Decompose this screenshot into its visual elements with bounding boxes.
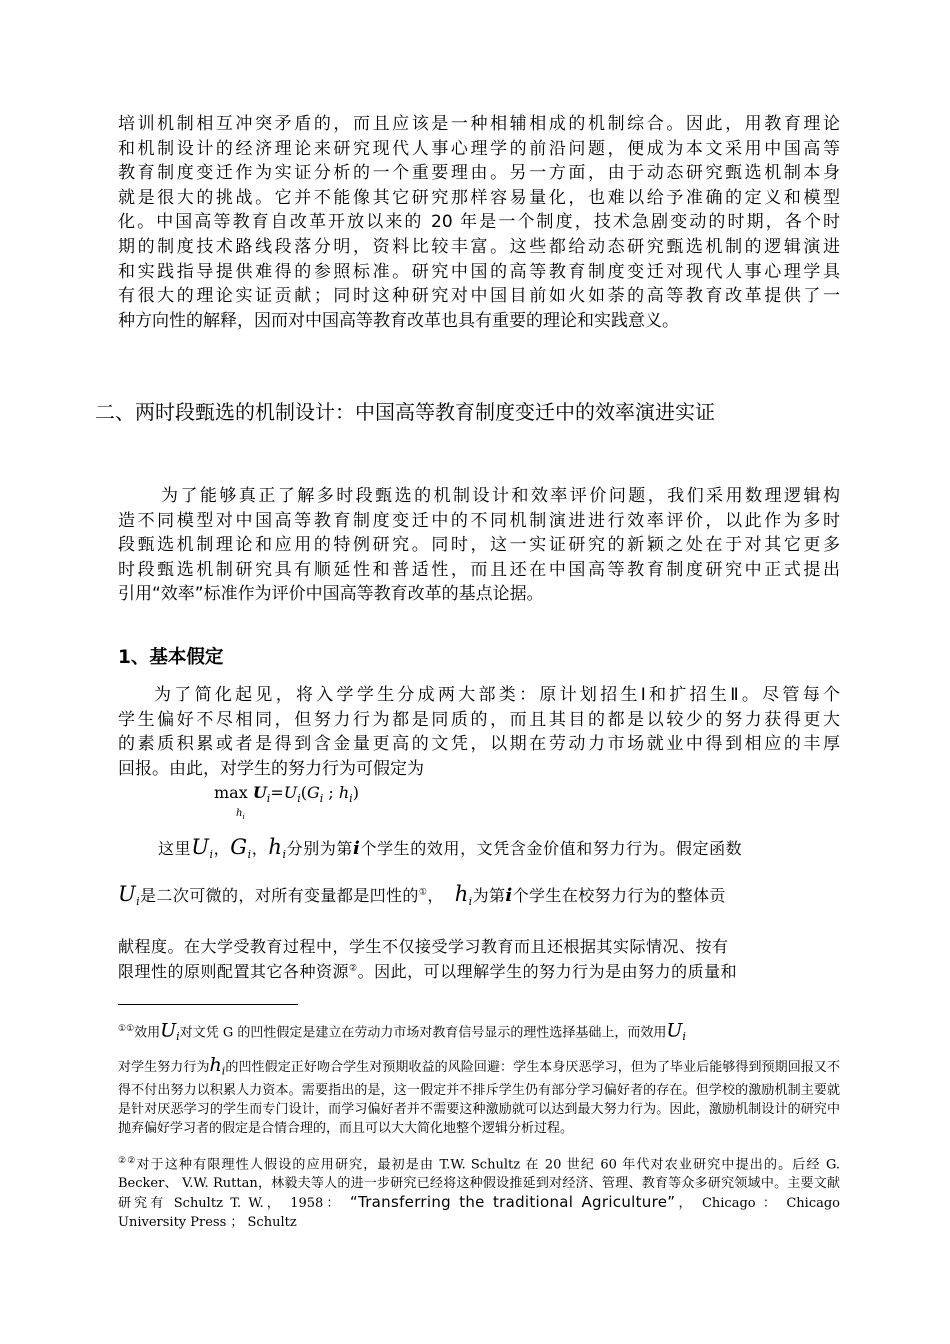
footnote-1-text-b: 对文凭 G 的凹性假定是建立在劳动力市场对教育信号显示的理性选择基础上，而效用: [179, 1025, 667, 1041]
body-line-3: 献程度。在大学受教育过程中，学生不仅接受学习教育而且还根据其实际情况、按有: [118, 937, 729, 956]
var-h-2: h: [454, 882, 469, 906]
footnote-1-text-c: 对学生努力行为: [118, 1060, 210, 1075]
variables-line-2: [118, 882, 840, 908]
var-g-sub: i: [247, 848, 252, 862]
footnote-1-u2-sub: i: [682, 1029, 686, 1043]
footnote-ref-2[interactable]: ②: [349, 963, 358, 974]
footnote-1-h: h: [209, 1054, 222, 1076]
section2-line: 为了能够真正了解多时段甄选的机制设计和效率评价问题，我们采用数理逻辑构: [161, 486, 840, 506]
footnote-1-u2: U: [666, 1019, 683, 1042]
formula-u: U: [252, 783, 267, 802]
section2-line: 造不同模型对中国高等教育制度变迁中的不同机制演进进行效率评价，以此作为多时: [118, 510, 840, 531]
intro-line: 有很大的理论实证贡献；同时这种研究对中国目前如火如荼的高等教育改革提供了一: [118, 286, 840, 307]
body-line-4: [118, 959, 840, 982]
footnote-1-cont: [118, 1056, 840, 1138]
formula-sub-i2: i: [297, 792, 301, 806]
footnote-separator: [118, 1004, 298, 1005]
footnote-1-text-d: 的凹性假定正好吻合学生对预期收益的风险回避：学生本身厌恶学习，但为了毕业后能够得到预期回报又不得不付出努力以积累人力资本。需要指出的是，这一假定并不排斥学生仍有部分学习偏好者的存在。但学校的激励机制主要就是针对厌恶学习的学生而专门设计，而学习偏好者并不需要这种激励就可以达到最大努力行为。因此，激励机制设计的研究中抛弃偏好学习者的假定是合情合理的，而且可以大大简化地整个逻辑分析过程。: [118, 1060, 840, 1136]
line1-text-e: 个学生的效用，文凭含金价值和努力行为。假定函数: [360, 839, 743, 858]
line1-text-a: 这里: [158, 839, 192, 858]
footnote-1-u-sub: i: [176, 1029, 180, 1043]
var-u: U: [191, 835, 210, 859]
intro-line: 化。中国高等教育自改革开放以来的 20 年是一个制度，技术急剧变动的时期，各个时: [118, 212, 840, 233]
intro-line: 和实践指导提供难得的参照标准。研究中国的高等教育制度变迁对现代人事心理学具: [118, 261, 840, 282]
var-u-2: U: [118, 882, 137, 906]
footnote-1-text-a: 效用: [134, 1025, 161, 1041]
assumption-line: 学生偏好不尽相同，但努力行为都是同质的，而且其目的都是以较少的努力获得更大: [118, 709, 840, 730]
intro-line: 和机制设计的经济理论来研究现代人事心理学的前沿问题，便成为本文采用中国高等: [118, 138, 840, 159]
footnote-ref-1[interactable]: ①: [418, 887, 428, 898]
line1-text-d: 分别为第: [286, 839, 354, 858]
var-h: h: [268, 835, 283, 859]
formula-eq: =: [270, 783, 284, 802]
footnote-1: [118, 1018, 840, 1048]
line2-text-b: ，: [427, 886, 444, 905]
assumption-line: 的素质积累或者是得到含金量更高的文凭，以期在劳动力市场就业中得到相应的丰厚: [118, 734, 840, 755]
section2-line: 时段甄选机制研究具有顺延性和普适性，而且还在中国高等教育制度研究中正式提出: [118, 559, 840, 580]
var-i-2: i: [505, 885, 513, 906]
intro-line: 种方向性的解释，因而对中国高等教育改革也具有重要的理论和实践意义。: [118, 310, 679, 331]
line2-text-d: 个学生在校努力行为的整体贡: [512, 886, 726, 905]
var-g: G: [230, 835, 248, 859]
var-u-sub: i: [209, 848, 214, 862]
line4-text-a: 限理性的原则配置其它各种资源: [118, 962, 350, 981]
formula-max: max: [214, 783, 248, 802]
line1-text-c: ，: [251, 839, 269, 858]
subsection-1-heading: 1、基本假定: [118, 647, 224, 668]
formula-h: h: [338, 783, 350, 802]
intro-line: 培训机制相互冲突矛盾的，而且应该是一种相辅相成的机制综合。因此，用教育理论: [118, 114, 840, 134]
utility-formula: $\max U_i=U_i(G_i$ ; $h_i$): [214, 783, 359, 806]
line2-text-a: 是二次可微的，对所有变量都是凹性的: [140, 886, 419, 905]
var-h-sub: i: [282, 848, 287, 862]
var-u-2-sub: i: [136, 895, 141, 909]
footnote-1-mark: ①①: [118, 1024, 135, 1034]
formula-sub-i3: i: [319, 792, 324, 806]
formula-under-i: i: [242, 813, 245, 821]
footnote-2-text-a: 对于这种有限理性人假设的应用研究，最初是由 T.W. Schultz 在 20 世纪 60 年代对农业研究中提出的。后经 G. Becker、 V.W. Ruttan，林毅夫等人的进一步研究已经将这种假设推延到对经济、管理、教育等众多研究领域中。主要文献研究有 Schultz T. W.， 1958：: [118, 1157, 840, 1212]
footnote-2-text-c: ， Chicago ： Chicago University Press ； Schultz: [118, 1196, 840, 1231]
section-2-heading: 二、两时段甄选的机制设计：中国高等教育制度变迁中的效率演进实证: [95, 400, 715, 424]
section2-line: 引用“效率”标准作为评价中国高等教育改革的基点论据。: [118, 584, 544, 605]
var-h-2-sub: i: [468, 895, 473, 909]
footnote-1-h-sub: i: [221, 1064, 226, 1078]
intro-line: 就是很大的挑战。它并不能像其它研究那样容易量化，也难以给予准确的定义和模型: [118, 187, 840, 208]
assumption-line: 回报。由此，对学生的努力行为可假定为: [118, 758, 424, 779]
line2-text-c: 为第: [472, 886, 506, 905]
formula-under-h: h: [236, 808, 243, 819]
line4-text-b: 。因此，可以理解学生的努力行为是由努力的质量和: [357, 962, 738, 981]
footnote-2-title: “Transferring the traditional Agriculture”: [349, 1193, 676, 1212]
formula-max-subscript: [236, 808, 245, 821]
footnote-2-mark: ②②: [118, 1156, 137, 1166]
var-i: i: [353, 838, 361, 859]
footnote-1-u: U: [160, 1019, 177, 1042]
variables-line-1: [158, 835, 840, 861]
assumption-line: 为了简化起见，将入学学生分成两大部类：原计划招生Ⅰ和扩招生Ⅱ。尽管每个: [154, 685, 840, 705]
formula-sub-i4: i: [349, 792, 353, 806]
formula-u2: U: [283, 783, 298, 802]
line1-text-b: ，: [213, 839, 231, 858]
formula-g: G: [306, 783, 320, 802]
formula-sub-i: i: [266, 792, 271, 806]
intro-line: 期的制度技术路线段落分明，资料比较丰富。这些都给动态研究甄选机制的逻辑演进: [118, 237, 840, 257]
section2-line: 段甄选机制理论和应用的特例研究。同时，这一实证研究的新颖之处在于对其它更多: [118, 535, 840, 556]
footnote-2: [118, 1152, 840, 1232]
intro-line: 教育制度变迁作为实证分析的一个重要理由。另一方面，由于动态研究甄选机制本身: [118, 163, 840, 184]
